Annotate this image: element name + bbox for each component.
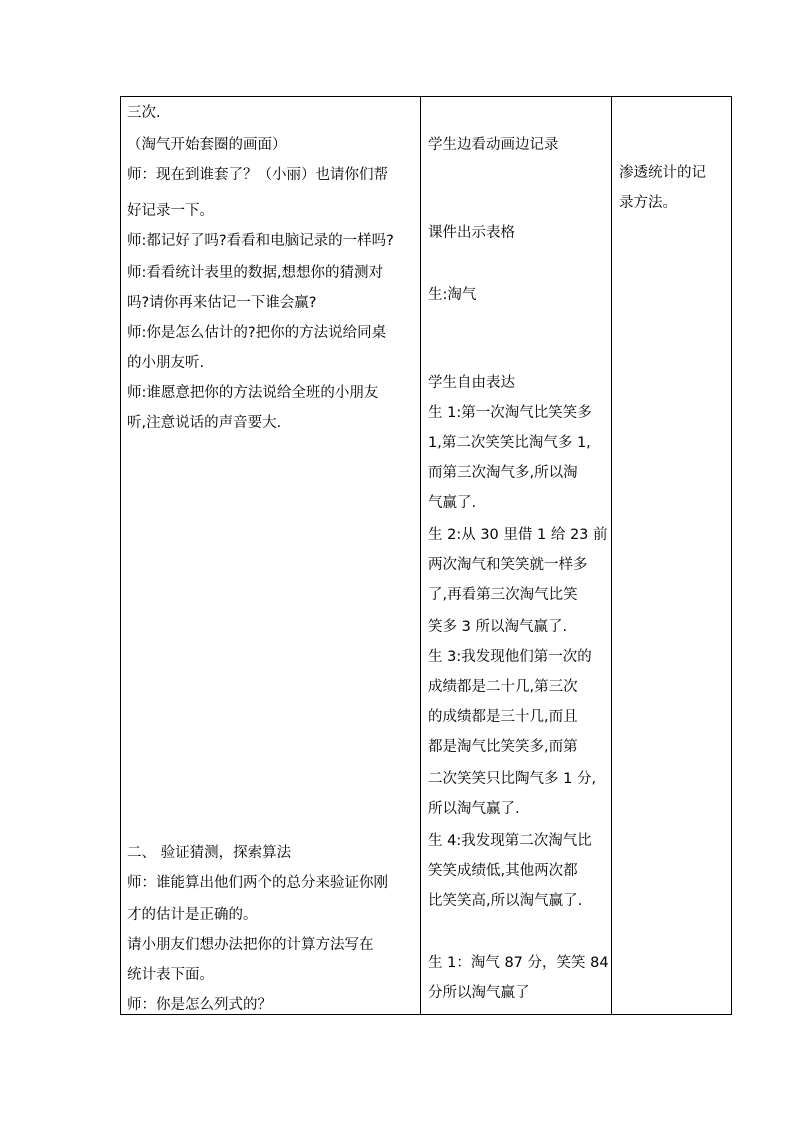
- teacher-line: 师：谁能算出他们两个的总分来验证你刚: [127, 875, 388, 891]
- teacher-line: 吗?请你再来估记一下谁会赢?: [127, 295, 317, 311]
- teacher-line: 才的估计是正确的。: [127, 907, 258, 923]
- teacher-line: 师:都记好了吗?看看和电脑记录的一样吗?: [127, 233, 394, 249]
- section-heading: 二、 验证猜测，探索算法: [127, 845, 292, 861]
- student-line: 分所以淘气赢了: [428, 985, 530, 1001]
- teacher-line: 师:谁愿意把你的方法说给全班的小朋友: [127, 385, 379, 401]
- student-line: 生 2:从 30 里借 1 给 23 前: [428, 527, 608, 543]
- student-line: 学生边看动画边记录: [428, 137, 559, 153]
- intent-line: 录方法。: [619, 195, 677, 211]
- lesson-plan-table: [120, 96, 732, 1015]
- teacher-line: 师：现在到谁套了？（小丽）也请你们帮: [127, 167, 388, 183]
- student-line: 笑多 3 所以淘气赢了.: [428, 619, 568, 635]
- teacher-line: 好记录一下。: [127, 203, 214, 219]
- design-intent-column: [612, 97, 732, 1014]
- student-line: 两次淘气和笑笑就一样多: [428, 557, 588, 573]
- student-line: 生 1：淘气 87 分，笑笑 84: [428, 955, 609, 971]
- teacher-line: 师：你是怎么列式的？: [127, 997, 272, 1013]
- teacher-line: 三次.: [127, 105, 161, 121]
- student-line: 成绩都是二十几,第三次: [428, 679, 578, 695]
- student-line: 笑笑成绩低,其他两次都: [428, 863, 578, 879]
- student-line: 生 1:第一次淘气比笑笑多: [428, 405, 592, 421]
- teacher-line: 师:你是怎么估计的?把你的方法说给同桌: [127, 325, 387, 341]
- teacher-activity-column: [121, 97, 421, 1014]
- student-line: 1,第二次笑笑比淘气多 1,: [428, 435, 591, 451]
- teacher-line: 的小朋友听.: [127, 355, 205, 371]
- student-line: 所以淘气赢了.: [428, 801, 520, 817]
- student-line: 二次笑笑只比陶气多 1 分,: [428, 771, 597, 787]
- student-line: 学生自由表达: [428, 375, 515, 391]
- teacher-line: 请小朋友们想办法把你的计算方法写在: [127, 937, 374, 953]
- teacher-line: （淘气开始套圈的画面）: [127, 137, 287, 153]
- student-line: 比笑笑高,所以淘气赢了.: [428, 893, 583, 909]
- student-activity-column: [421, 97, 612, 1014]
- student-line: 气赢了.: [428, 495, 477, 511]
- teacher-line: 师:看看统计表里的数据,想想你的猜测对: [127, 265, 383, 281]
- student-line: 的成绩都是三十几,而且: [428, 709, 578, 725]
- teacher-line: 统计表下面。: [127, 967, 214, 983]
- intent-line: 渗透统计的记: [619, 165, 706, 181]
- student-line: 生 4:我发现第二次淘气比: [428, 833, 592, 849]
- student-line: 生 3:我发现他们第一次的: [428, 649, 592, 665]
- student-line: 课件出示表格: [428, 225, 515, 241]
- teacher-line: 听,注意说话的声音要大.: [127, 415, 282, 431]
- student-line: 都是淘气比笑笑多,而第: [428, 739, 578, 755]
- student-line: 了,再看第三次淘气比笑: [428, 587, 578, 603]
- student-line: 生:淘气: [428, 287, 477, 303]
- student-line: 而第三次淘气多,所以淘: [428, 465, 578, 481]
